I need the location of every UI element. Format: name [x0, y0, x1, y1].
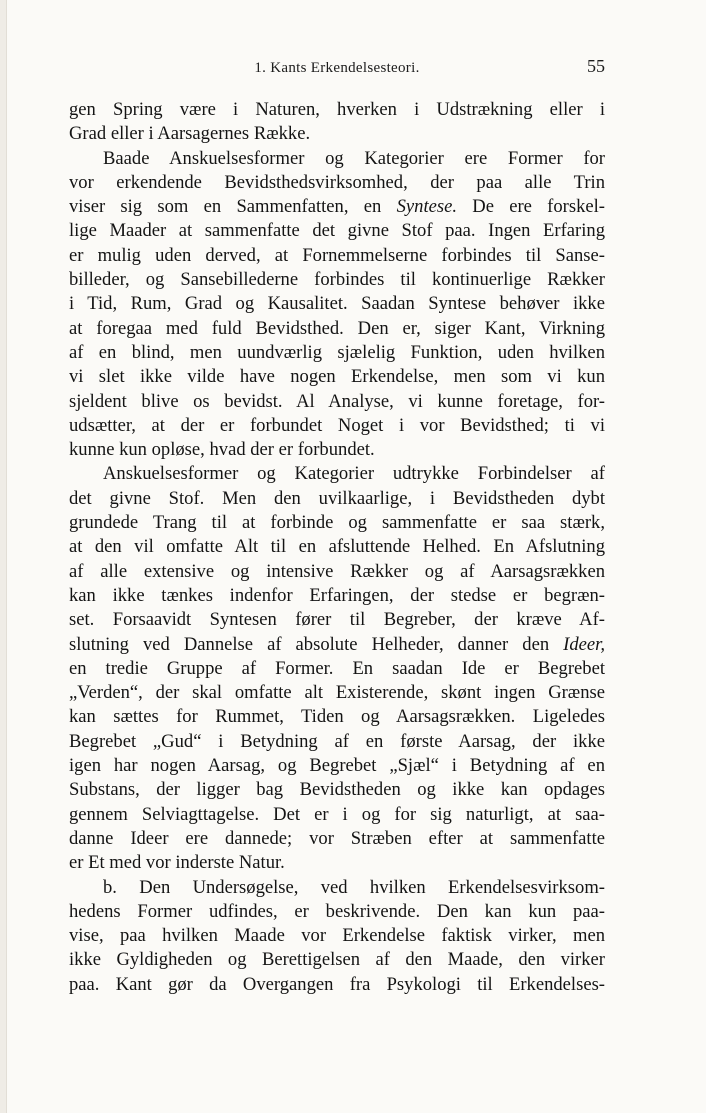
text-line: [69, 195, 605, 219]
text-line: af alle extensive og intensive Rækker og af Aarsagsrækken: [69, 560, 605, 582]
running-title: 1. Kants Erkendelsesteori.: [254, 60, 420, 76]
text-line: kan ikke tænkes indenfor Erfaringen, der stedse er begræn-: [69, 584, 605, 606]
text-line: gennem Selviagttagelse. Det er i og for sig naturligt, at saa-: [69, 803, 605, 825]
text-run: viser sig som en Sammenfatten, en: [69, 196, 397, 218]
text-line: vi slet ikke vilde have nogen Erkendelse, men som vi kun: [69, 366, 605, 388]
text-line: Anskuelsesformer og Kategorier udtrykke Forbindelser af: [103, 463, 605, 485]
body-text: [69, 98, 605, 997]
text-line: b. Den Undersøgelse, ved hvilken Erkendelsesvirksom-: [103, 876, 605, 898]
page-number: 55: [587, 56, 605, 76]
text-line: ikke Gyldigheden og Berettigelsen af den Maade, den virker: [69, 949, 605, 971]
text-run: slutning ved Dannelse af absolute Helheder, danner den: [69, 633, 564, 655]
text-line: billeder, og Sansebillederne forbindes til kontinuerlige Rækker: [69, 269, 605, 291]
text-line: set. Forsaavidt Syntesen fører til Begreber, der kræve Af-: [69, 609, 605, 631]
text-line: kan sættes for Rummet, Tiden og Aarsagsrækken. Ligeledes: [69, 706, 605, 728]
text-line: det givne Stof. Men den uvilkaarlige, i Bevidstheden dybt: [69, 487, 605, 509]
text-line: Grad eller i Aarsagernes Række.: [69, 123, 311, 145]
text-line: er Et med vor inderste Natur.: [69, 852, 285, 874]
text-line: kunne kun opløse, hvad der er forbundet.: [69, 439, 375, 461]
emphasis-ideer: Ideer,: [563, 633, 605, 655]
page-header: [69, 56, 605, 82]
text-line: af en blind, men uundværlig sjælelig Funktion, uden hvilken: [69, 341, 605, 363]
emphasis-syntese: Syntese.: [396, 196, 457, 218]
text-line: Substans, der ligger bag Bevidstheden og ikke kan opdages: [69, 779, 605, 801]
text-line: en tredie Gruppe af Former. En saadan Ide er Begrebet: [69, 657, 605, 679]
text-line: i Tid, Rum, Grad og Kausalitet. Saadan Syntese behøver ikke: [69, 293, 605, 315]
text-line: danne Ideer ere dannede; vor Stræben efter at sammenfatte: [69, 827, 605, 849]
text-line: udsætter, at der er forbundet Noget i vor Bevidsthed; ti vi: [69, 414, 605, 436]
book-page: [6, 0, 706, 1113]
text-line: lige Maader at sammenfatte det givne Stof paa. Ingen Erfaring: [69, 220, 605, 242]
text-line: sjeldent blive os bevidst. Al Analyse, vi kunne foretage, for-: [69, 390, 605, 412]
text-line: paa. Kant gør da Overgangen fra Psykologi til Erkendelses-: [69, 973, 605, 995]
text-line: er mulig uden derved, at Fornemmelserne forbindes til Sanse-: [69, 244, 605, 266]
text-line: at den vil omfatte Alt til en afsluttende Helhed. En Afslutning: [69, 536, 605, 558]
text-line: Baade Anskuelsesformer og Kategorier ere Former for: [103, 147, 605, 169]
text-line: grundede Trang til at forbinde og sammenfatte er saa stærk,: [69, 512, 605, 534]
text-line: vise, paa hvilken Maade vor Erkendelse faktisk virker, men: [69, 925, 605, 947]
text-line: igen har nogen Aarsag, og Begrebet „Sjæl“ i Betydning af en: [69, 755, 605, 777]
text-line: gen Spring være i Naturen, hverken i Udstrækning eller i: [69, 99, 605, 120]
text-line: at foregaa med fuld Bevidsthed. Den er, siger Kant, Virkning: [69, 317, 605, 339]
text-line: Begrebet „Gud“ i Betydning af en første Aarsag, der ikke: [69, 730, 605, 752]
text-line: „Verden“, der skal omfatte alt Existerende, skønt ingen Grænse: [69, 682, 605, 704]
text-line: hedens Former udfindes, er beskrivende. Den kan kun paa-: [69, 900, 605, 922]
text-line: [69, 633, 605, 657]
text-run: De ere forskel-: [457, 196, 606, 218]
text-line: vor erkendende Bevidsthedsvirksomhed, der paa alle Trin: [69, 171, 605, 193]
